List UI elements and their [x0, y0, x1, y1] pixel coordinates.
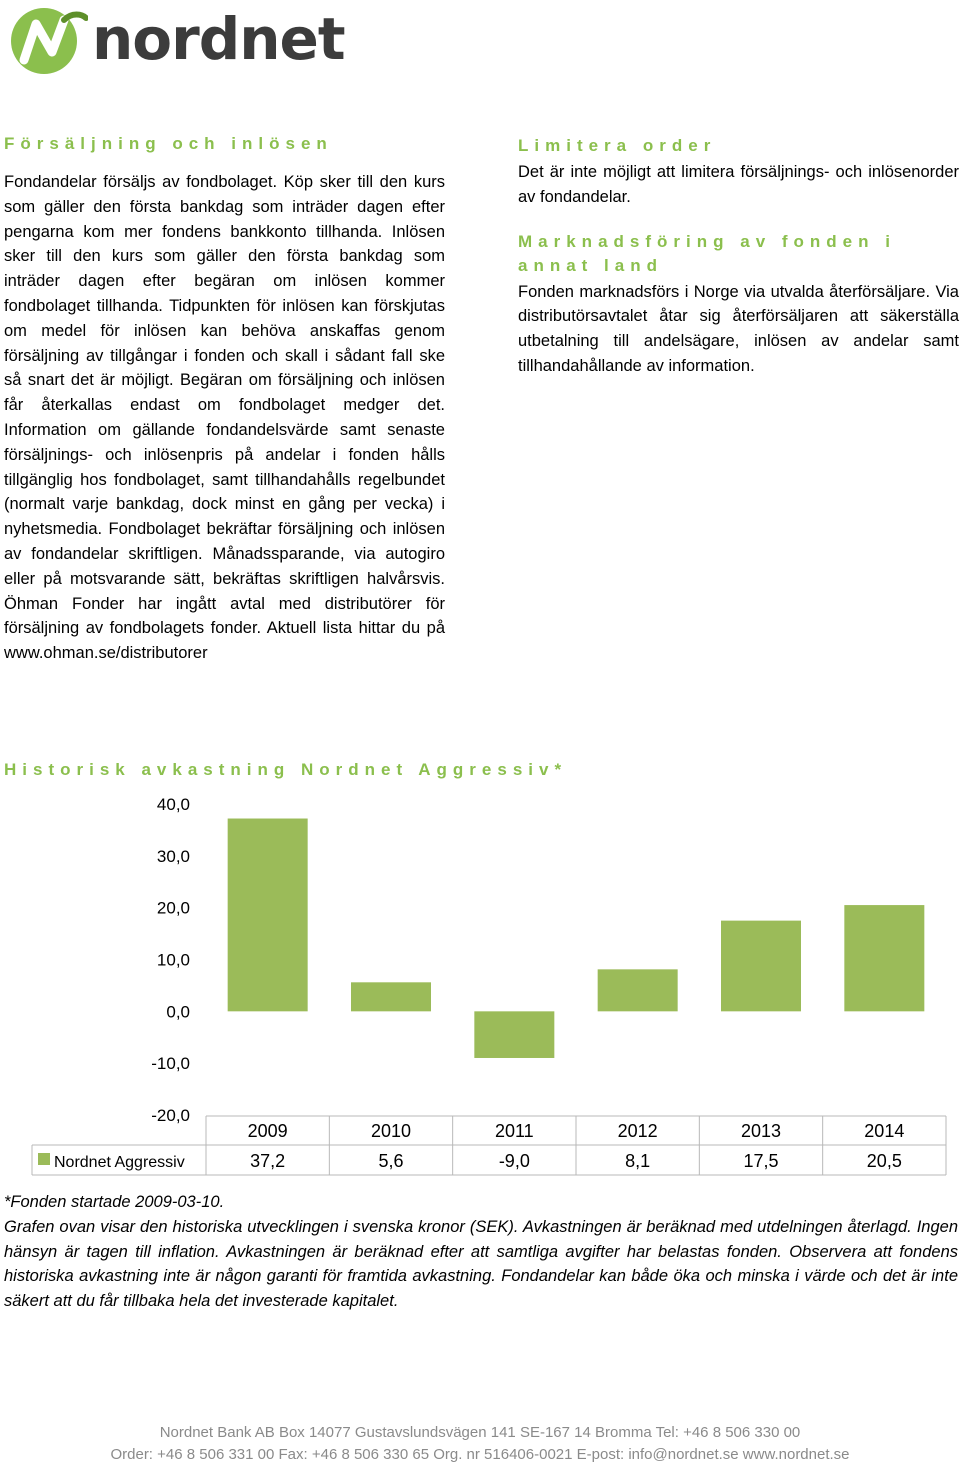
- y-tick-label: -20,0: [151, 1106, 190, 1125]
- marketing-text: Fonden marknadsförs i Norge via utvalda återförsäljare. Via distributörsavtalet åtar sig återförsäljaren att säkerställa utbetalning till andelsägare, inlösen av andelar samt tillhandahållande av information.: [518, 282, 959, 375]
- data-label: 20,5: [866, 1151, 902, 1171]
- x-category-label: 2013: [740, 1121, 782, 1141]
- data-label: 37,2: [250, 1151, 286, 1171]
- y-tick-label: 0,0: [166, 1002, 190, 1022]
- legend-swatch: [38, 1153, 50, 1165]
- marketing-heading: Marknadsföring av fonden i annat land: [518, 231, 896, 275]
- bar-2014: [844, 905, 924, 1011]
- data-label: 17,5: [743, 1151, 779, 1171]
- footer-line-2: Order: +46 8 506 331 00 Fax: +46 8 506 330 65 Org. nr 516406-0021 E-post: info@nordnet.se www.nordnet.se: [110, 1446, 850, 1463]
- x-category-label: 2011: [494, 1121, 534, 1141]
- page-footer: [0, 1422, 960, 1466]
- y-tick-label: 40,0: [156, 795, 190, 814]
- returns-chart: [0, 790, 960, 1185]
- bar-2011: [474, 1011, 554, 1058]
- y-tick-label: 30,0: [156, 846, 190, 866]
- bar-2009: [228, 819, 308, 1012]
- nordnet-logo-icon: [6, 4, 88, 76]
- x-category-label: 2012: [617, 1121, 658, 1141]
- y-tick-label: 10,0: [156, 950, 190, 970]
- nordnet-logo: [6, 4, 345, 76]
- sales-section: [4, 134, 445, 666]
- footer-line-1: Nordnet Bank AB Box 14077 Gustavslundsvägen 141 SE-167 14 Bromma Tel: +46 8 506 330 00: [159, 1424, 801, 1441]
- history-heading: Historisk avkastning Nordnet Aggressiv*: [4, 760, 568, 779]
- x-category-label: 2010: [370, 1121, 412, 1141]
- bar-2012: [598, 969, 678, 1011]
- bar-2010: [351, 982, 431, 1011]
- disclaimer-text: Grafen ovan visar den historiska utvecklingen i svenska kronor (SEK). Avkastningen är beräknad med utdelningen återlagd. Ingen hänsyn är tagen till inflation. Avkastningen är beräknad efter att samtliga avgifter har belastas fonden. Observera att fondens historiska avkastning inte är någon garanti för framtida avkastning. Fondandelar kan både öka och minska i värde och det är inte säkert att du får tillbaka hela det investerade kapitalet.: [4, 1217, 958, 1311]
- limit-text: Det är inte möjligt att limitera försäljnings- och inlösenorder av fondandelar.: [518, 163, 959, 206]
- logo-wordmark: nordnet: [92, 5, 345, 73]
- data-label: 8,1: [625, 1151, 651, 1171]
- y-tick-label: 20,0: [156, 898, 190, 918]
- data-label: -9,0: [498, 1151, 530, 1171]
- fund-start-note: *Fonden startade 2009-03-10.: [4, 1193, 225, 1211]
- data-label: 5,6: [378, 1151, 404, 1171]
- notes-section: [4, 1190, 958, 1314]
- bar-2013: [721, 921, 801, 1012]
- sales-heading: Försäljning och inlösen: [4, 134, 333, 153]
- sales-text: Fondandelar försäljs av fondbolaget. Köp sker till den kurs som gäller den första bankdag som inträder dagen efter pengarna kom mer fondens bankkonto tillhanda. Inlösen sker till den kurs som gäller den första bankdag som inträder dagen efter begäran om inlösen kommer fondbolaget tillhanda. Tidpunkten för inlösen kan förskjutas om medel för inlösen kan behöva anskaffas genom försäljning av tillgångar i fonden och skall i sådant fall ske så snart det är möjligt. Begäran om försäljning och inlösen får återkallas endast om fondbolaget medger det. Information om gällande fondandelsvärde samt senaste försäljnings- och inlösenpris på andelar i fonden hålls tillgänglig hos fondbolaget, samt tillhandahålls regelbundet (normalt varje bankdag, dock minst en gång per vecka) i nyhetsmedia. Fondbolaget bekräftar försäljning och inlösen av fondandelar skriftligen. Månadssparande, via autogiro eller på motsvarande sätt, bekräftas skriftligen halvårsvis. Öhman Fonder har ingått avtal med distributörer för försäljning av fondbolagets fonder. Aktuell lista hittar du på www.ohman.se/distributorer: [4, 173, 445, 663]
- legend-series-name: Nordnet Aggressiv: [54, 1154, 185, 1171]
- x-category-label: 2014: [864, 1121, 905, 1141]
- right-column: [518, 134, 959, 379]
- limit-heading: Limitera order: [518, 136, 717, 155]
- y-tick-label: -10,0: [151, 1054, 190, 1074]
- x-category-label: 2009: [247, 1121, 288, 1141]
